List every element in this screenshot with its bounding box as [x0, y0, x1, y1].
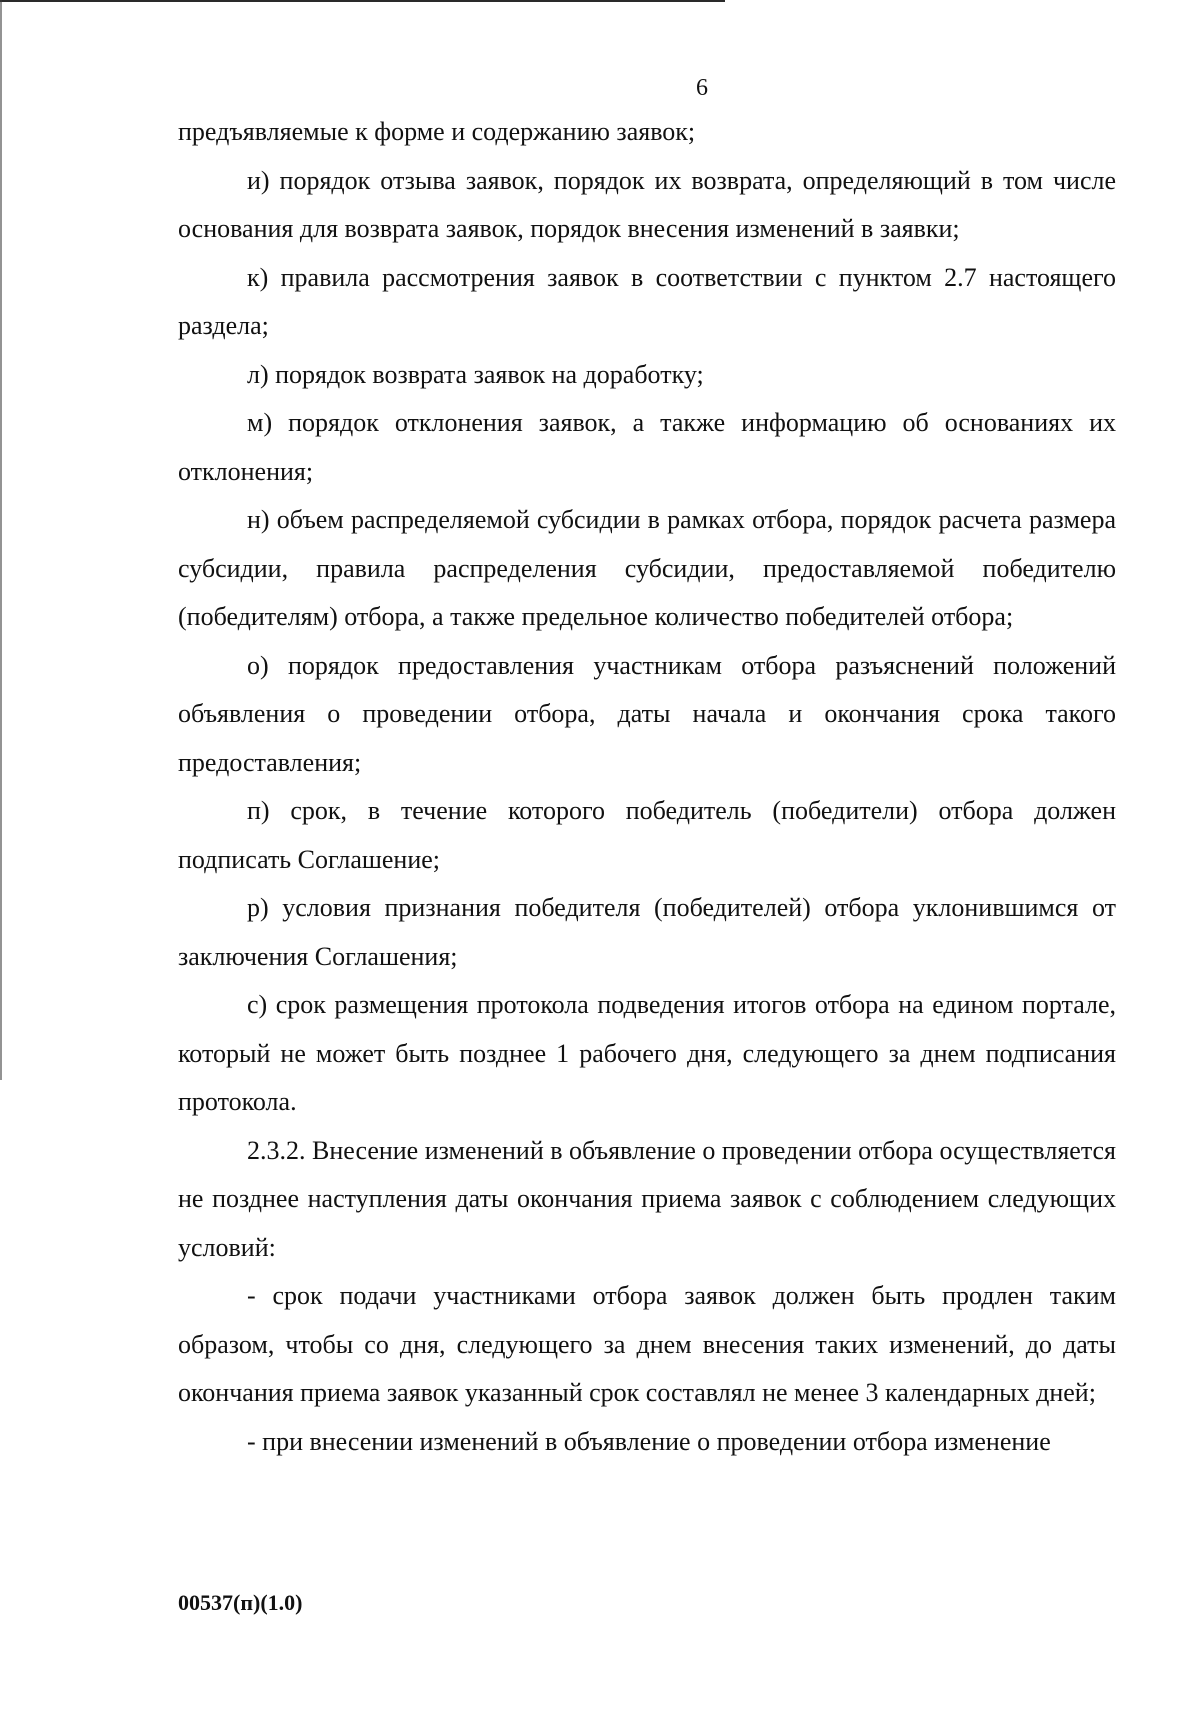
scan-edge-left [0, 0, 2, 1080]
document-body [178, 108, 1116, 1466]
document-page [178, 68, 1116, 1466]
scan-edge-top [0, 0, 725, 2]
paragraph-condition-1: - срок подачи участниками отбора заявок должен быть продлен таким образом, чтобы со дня, следующего за днем внесения таких изменений, до даты окончания приема заявок указанный срок составлял не менее 3 календарных дней; [178, 1281, 1116, 1407]
paragraph-item-s: с) срок размещения протокола подведения итогов отбора на едином портале, который не может быть позднее 1 рабочего дня, следующего за днем подписания протокола. [178, 990, 1116, 1116]
paragraph-item-o: о) порядок предоставления участникам отбора разъяснений положений объявления о проведении отбора, даты начала и окончания срока такого предоставления; [178, 650, 1116, 777]
paragraph-item-m: м) порядок отклонения заявок, а также информацию об основаниях их отклонения; [178, 408, 1116, 486]
paragraph-item-i: и) порядок отзыва заявок, порядок их возврата, определяющий в том числе основания для возврата заявок, порядок внесения изменений в заявки; [178, 165, 1116, 243]
paragraph-item-l: л) порядок возврата заявок на доработку; [247, 359, 704, 389]
paragraph-item-k: к) правила рассмотрения заявок в соответствии с пунктом 2.7 настоящего раздела; [178, 262, 1116, 340]
page-number: 6 [696, 75, 708, 101]
paragraph-item-n: н) объем распределяемой субсидии в рамках отбора, порядок расчета размера субсидии, правила распределения субсидии, предоставляемой победителю (победителям) отбора, а также предельное количество победителей отбора; [178, 505, 1116, 631]
paragraph-continuation: предъявляемые к форме и содержанию заявок; [178, 117, 696, 146]
paragraph-item-r: р) условия признания победителя (победителей) отбора уклонившимся от заключения Соглашения; [178, 893, 1116, 971]
paragraph-section-2-3-2: 2.3.2. Внесение изменений в объявление о проведении отбора осуществляется не позднее наступления даты окончания приема заявок с соблюдением следующих условий: [178, 1135, 1116, 1262]
paragraph-item-p: п) срок, в течение которого победитель (победители) отбора должен подписать Соглашение; [178, 796, 1116, 874]
document-code: 00537(п)(1.0) [178, 1590, 303, 1615]
paragraph-condition-2: - при внесении изменений в объявление о проведении отбора изменение [247, 1426, 1051, 1456]
